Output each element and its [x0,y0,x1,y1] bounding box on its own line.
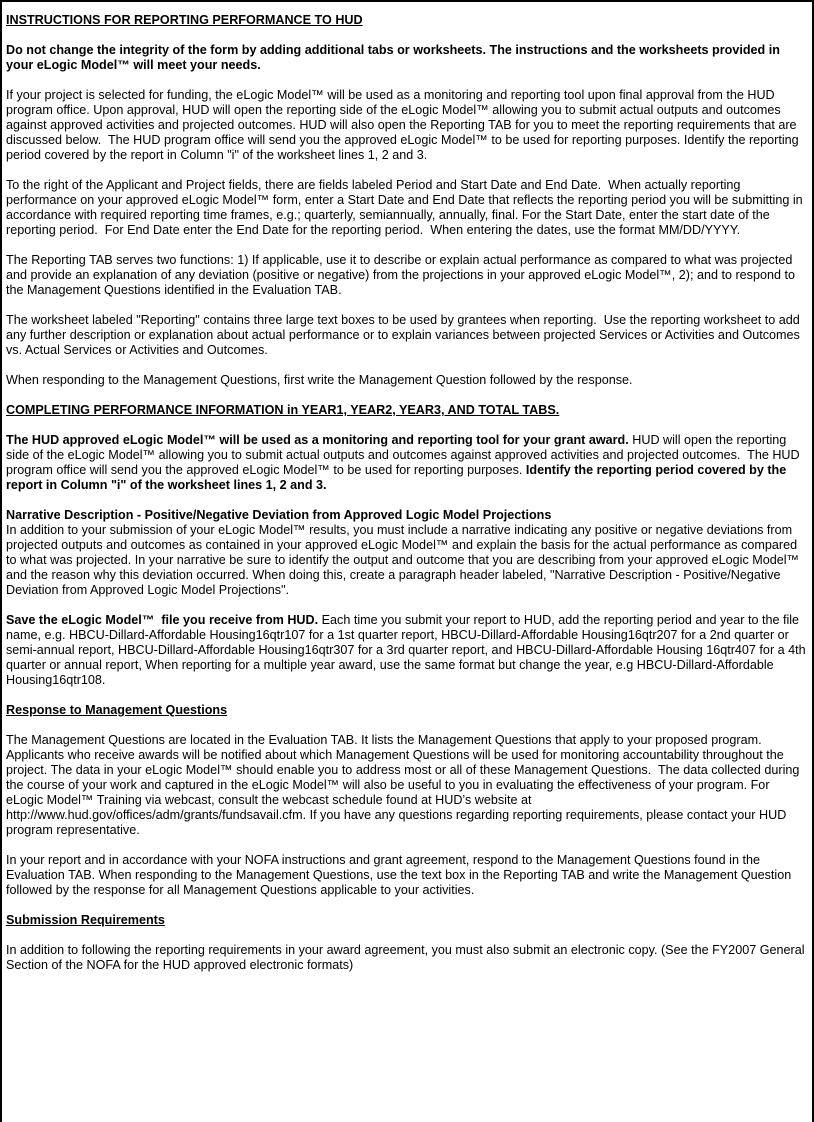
funding-selection-paragraph [6,88,809,163]
text-run: The HUD approved eLogic Model™ will be used as a monitoring and reporting tool for your grant award. [6,433,629,447]
text-run: If your project is selected for funding, the eLogic Model™ will be used as a monitoring and reporting tool upon final approval from the HUD program office. Upon approval, HUD will open the reporting side of the eLogic Model™ allowing you to submit actual outputs and outcomes against approved activities and projected outcomes. HUD will also open the Reporting TAB for you to meet the reporting requirements that are discussed below. The HUD program office will send you the approved eLogic Model™ to be used for reporting purposes. Identify the reporting period covered by the report in Column "i" of the worksheet lines 1, 2 and 3. [6,88,803,162]
page-title [6,13,809,28]
text-run: Each time you submit your report to HUD, add the reporting period and year to the file name, e.g. HBCU-Dillard-Affordable Housing16qtr107 for a 1st quarter report, HBCU-Dillard-Affordable Housing16qtr207 for a 2nd quarter or semi-annual report, HBCU-Dillard-Affordable Housing16qtr307 for a 3rd quarter report, and HBCU-Dillard-Affordable Housing 16qtr407 for a 4th quarter or annual report, When reporting for a multiple year award, use the same format but change the year, e.g HBCU-Dillard-Affordable Housing16qtr108. [6,613,810,687]
text-run: Narrative Description - Positive/Negative Deviation from Approved Logic Model Projections [6,508,552,522]
text-run: INSTRUCTIONS FOR REPORTING PERFORMANCE TO HUD [6,13,363,27]
narrative-description-heading [6,508,809,523]
completing-performance-heading [6,403,809,418]
text-run: The Management Questions are located in the Evaluation TAB. It lists the Management Questions that apply to your proposed program. Applicants who receive awards will be notified about which Management Questions will be used for monitoring accountability throughout the project. The data in your eLogic Model™ should enable you to address most or all of these Management Questions. The data collected during the course of your work and captured in the eLogic Model™ will also be useful to you in evaluating the effectiveness of your program. For eLogic Model™ Training via webcast, consult the webcast schedule found at HUD’s website at http://www.hud.gov/offices/adm/grants/fundsavail.cfm. If you have any questions regarding reporting requirements, please contact your HUD program representative. [6,733,803,837]
form-integrity-note [6,43,809,73]
text-run: In addition to following the reporting requirements in your award agreement, you must also submit an electronic copy. (See the FY2007 General Section of the NOFA for the HUD approved electronic formats) [6,943,809,972]
text-run: In your report and in accordance with your NOFA instructions and grant agreement, respond to the Management Questions found in the Evaluation TAB. When responding to the Management Questions, use the text box in the Reporting TAB and write the Management Question followed by the response for all Management Questions applicable to your activities. [6,853,795,897]
reporting-tab-functions-paragraph [6,253,809,298]
hud-approved-model-paragraph [6,433,809,493]
text-run: The worksheet labeled "Reporting" contains three large text boxes to be used by grantees when reporting. Use the reporting worksheet to add any further description or explanation about actual performance or to explain variances between projected Services or Activities and Outcomes vs. Actual Services or Activities and Outcomes. [6,313,804,357]
management-questions-note [6,373,809,388]
text-run: When responding to the Management Questions, first write the Management Question followed by the response. [6,373,633,387]
text-run: Save the eLogic Model™ file you receive from HUD. [6,613,319,627]
document-body [6,13,809,973]
save-file-paragraph [6,613,809,688]
text-run: Submission Requirements [6,913,165,927]
reporting-worksheet-paragraph [6,313,809,358]
submission-requirements-paragraph [6,943,809,973]
narrative-description-paragraph [6,523,809,598]
text-run: In addition to your submission of your eLogic Model™ results, you must include a narrative indicating any positive or negative deviations from projected outputs and outcomes as contained in your approved eLogic Model™ and explain the basis for the actual performance as compared to what was projected. In your narrative be sure to identify the output and outcome that you are describing from your approved eLogic Model™ and the reason why this deviation occurred. When doing this, create a paragraph header labeled, "Narrative Description - Positive/Negative Deviation from Approved Logic Model Projections". [6,523,803,597]
text-run: COMPLETING PERFORMANCE INFORMATION in YEAR1, YEAR2, YEAR3, AND TOTAL TABS. [6,403,560,417]
text-run: Response to Management Questions [6,703,228,717]
response-management-questions-heading [6,703,809,718]
text-run: Identify the reporting period covered by the report in Column "i" of the worksheet lines 1, 2 and 3. [6,463,790,492]
text-run: To the right of the Applicant and Project fields, there are fields labeled Period and Start Date and End Date. When actually reporting performance on your approved eLogic Model™ form, enter a Start Date and End Date that reflects the reporting period you will be submitting in accordance with required reporting time frames, e.g.; quarterly, semiannually, annually, final. For the Start Date, enter the start date of the reporting period. For End Date enter the End Date for the reporting period. When entering the dates, use the format MM/DD/YYYY. [6,178,807,237]
management-questions-location-paragraph [6,733,809,838]
nofa-report-paragraph [6,853,809,898]
period-dates-paragraph [6,178,809,238]
text-run: The Reporting TAB serves two functions: 1) If applicable, use it to describe or explain actual performance as compared to what was projected and provide an explanation of any deviation (positive or negative) from the projections in your approved eLogic Model™, 2); and to respond to the Management Questions identified in the Evaluation TAB. [6,253,799,297]
text-run: HUD will open the reporting side of the eLogic Model™ allowing you to submit actual outputs and outcomes against approved activities and projected outcomes. The HUD program office will send you the approved eLogic Model™ to be used for reporting purposes. [6,433,804,477]
text-run: Do not change the integrity of the form by adding additional tabs or worksheets. The instructions and the worksheets provided in your eLogic Model™ will meet your needs. [6,43,784,72]
submission-requirements-heading [6,913,809,928]
